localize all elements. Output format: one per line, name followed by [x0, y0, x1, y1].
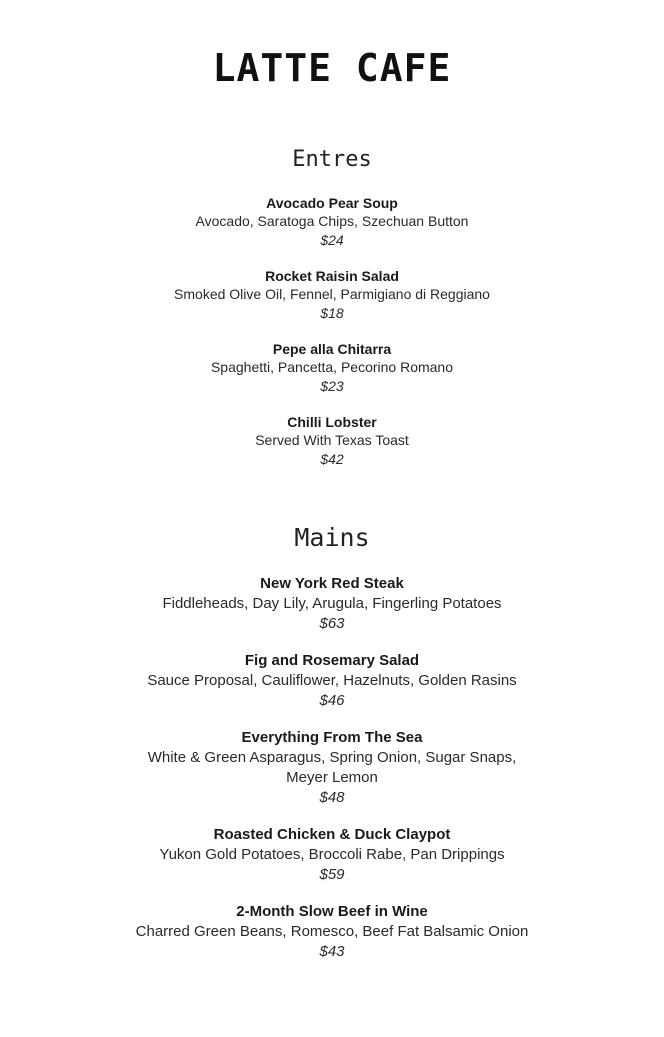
item-description: Avocado, Saratoga Chips, Szechuan Button [195, 213, 469, 229]
menu-item [0, 825, 664, 885]
menu-item [0, 267, 664, 323]
menu-item [0, 902, 664, 962]
item-description: Sauce Proposal, Cauliflower, Hazelnuts, Golden Rasins [147, 672, 517, 689]
item-description: Fiddleheads, Day Lily, Arugula, Fingerling Potatoes [162, 595, 502, 612]
mains-section [0, 574, 664, 979]
menu-item [0, 574, 664, 634]
item-price: $23 [320, 378, 344, 394]
item-description: Charred Green Beans, Romesco, Beef Fat Balsamic Onion [135, 923, 529, 940]
item-name: Everything From The Sea [241, 729, 423, 746]
item-price: $18 [320, 305, 344, 321]
item-name: Roasted Chicken & Duck Claypot [213, 826, 451, 843]
item-description: Served With Texas Toast [255, 432, 409, 448]
entres-heading: Entres [292, 147, 372, 172]
item-name: Fig and Rosemary Salad [244, 652, 420, 669]
item-price: $24 [320, 232, 344, 248]
item-description: White & Green Asparagus, Spring Onion, Sugar Snaps, Meyer Lemon [147, 749, 517, 786]
item-description: Smoked Olive Oil, Fennel, Parmigiano di Reggiano [174, 286, 490, 302]
item-price: $48 [319, 789, 345, 806]
item-price: $46 [319, 692, 345, 709]
item-price: $43 [319, 943, 345, 960]
cafe-title: LATTE CAFE [212, 46, 452, 90]
entres-section [0, 194, 664, 486]
item-name: New York Red Steak [260, 575, 404, 592]
menu-item [0, 651, 664, 711]
item-name: Chilli Lobster [287, 414, 377, 430]
menu-item [0, 340, 664, 396]
item-price: $42 [320, 451, 344, 467]
mains-heading: Mains [294, 523, 370, 552]
item-description: Yukon Gold Potatoes, Broccoli Rabe, Pan Drippings [159, 846, 505, 863]
item-name: Rocket Raisin Salad [265, 268, 399, 284]
item-price: $63 [319, 615, 345, 632]
item-name: Avocado Pear Soup [266, 195, 398, 211]
menu-item [0, 413, 664, 469]
item-price: $59 [319, 866, 345, 883]
item-name: Pepe alla Chitarra [272, 341, 392, 357]
item-name: 2-Month Slow Beef in Wine [236, 903, 428, 920]
menu-item [0, 728, 664, 808]
item-description: Spaghetti, Pancetta, Pecorino Romano [210, 359, 454, 375]
menu-item [0, 194, 664, 250]
